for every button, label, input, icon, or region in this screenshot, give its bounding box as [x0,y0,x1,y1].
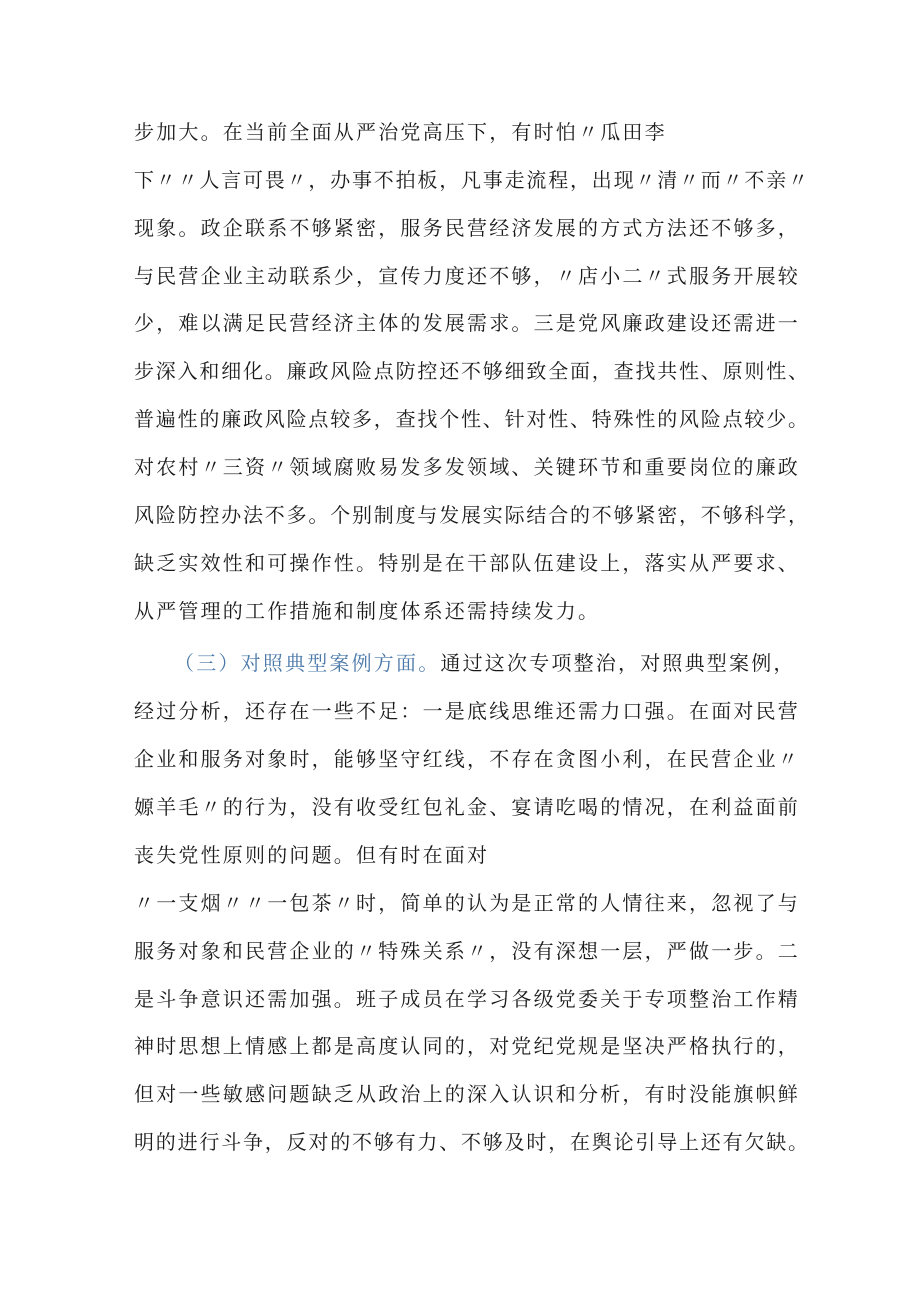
paragraph-line-5: 少，难以满足民营经济主体的发展需求。三是党风廉政建设还需进一 [134,311,800,335]
paragraph-line-2: 下〃〃人言可畏〃，办事不拍板，凡事走流程，出现〃清〃而〃不亲〃 [134,168,810,192]
paragraph-line-8: 对农村〃三资〃领域腐败易发多发领域、关键环节和重要岗位的廉政 [134,455,800,479]
section-3-line-4: 嫄羊毛〃的行为，没有收受红包礼金、宴请吃喝的情况，在利益面前 [134,795,800,819]
section-3-first-line [174,643,814,683]
paragraph-line-7: 普遍性的廉政风险点较多，查找个性、针对性、特殊性的风险点较少。 [134,407,810,431]
section-3-line-6: 〃一支烟〃〃一包茶〃时，简单的认为是正常的人情往来，忽视了与 [134,891,800,915]
section-3-line-9: 神时思想上情感上都是高度认同的，对党纪党规是坚决严格执行的， [134,1034,800,1058]
paragraph-line-3: 现象。政企联系不够紧密，服务民营经济发展的方式方法还不够多， [134,216,800,240]
section-3-line-7: 服务对象和民营企业的〃特殊关系〃，没有深想一层，严做一步。二 [134,939,800,963]
section-3-line-5: 丧失党性原则的问题。但有时在面对 [134,843,490,867]
paragraph-line-9: 风险防控办法不多。个别制度与发展实际结合的不够紧密，不够科学， [134,503,810,527]
section-3-line-2: 经过分析，还存在一些不足：一是底线思维还需力口强。在面对民营 [134,699,800,723]
section-3-heading: （三）对照典型案例方面。 [174,651,441,675]
paragraph-line-6: 步深入和细化。廉政风险点防控还不够细致全面，查找共性、原则性、 [134,359,810,383]
paragraph-line-1: 步加大。在当前全面从严治党高压下，有时怕〃瓜田李 [134,120,667,144]
section-3-line-11: 明的进行斗争，反对的不够有力、不够及时，在舆论引导上还有欠缺。 [134,1130,810,1154]
section-3-line-10: 但对一些敏感问题缺乏从政治上的深入认识和分析，有时没能旗帜鲜 [134,1082,800,1106]
paragraph-line-10: 缺乏实效性和可操作性。特别是在干部队伍建设上，落实从严要求、 [134,551,800,575]
paragraph-line-11: 从严管理的工作措施和制度体系还需持续发力。 [134,599,601,623]
paragraph-line-4: 与民营企业主动联系少，宣传力度还不够，〃店小二〃式服务开展较 [134,264,800,288]
section-3-first-line-text: 通过这次专项整治，对照典型案例， [440,651,796,675]
section-3-line-8: 是斗争意识还需加强。班子成员在学习各级党委关于专项整治工作精 [134,987,800,1011]
section-3-line-3: 企业和服务对象时，能够坚守红线，不存在贪图小利，在民营企业〃 [134,747,800,771]
